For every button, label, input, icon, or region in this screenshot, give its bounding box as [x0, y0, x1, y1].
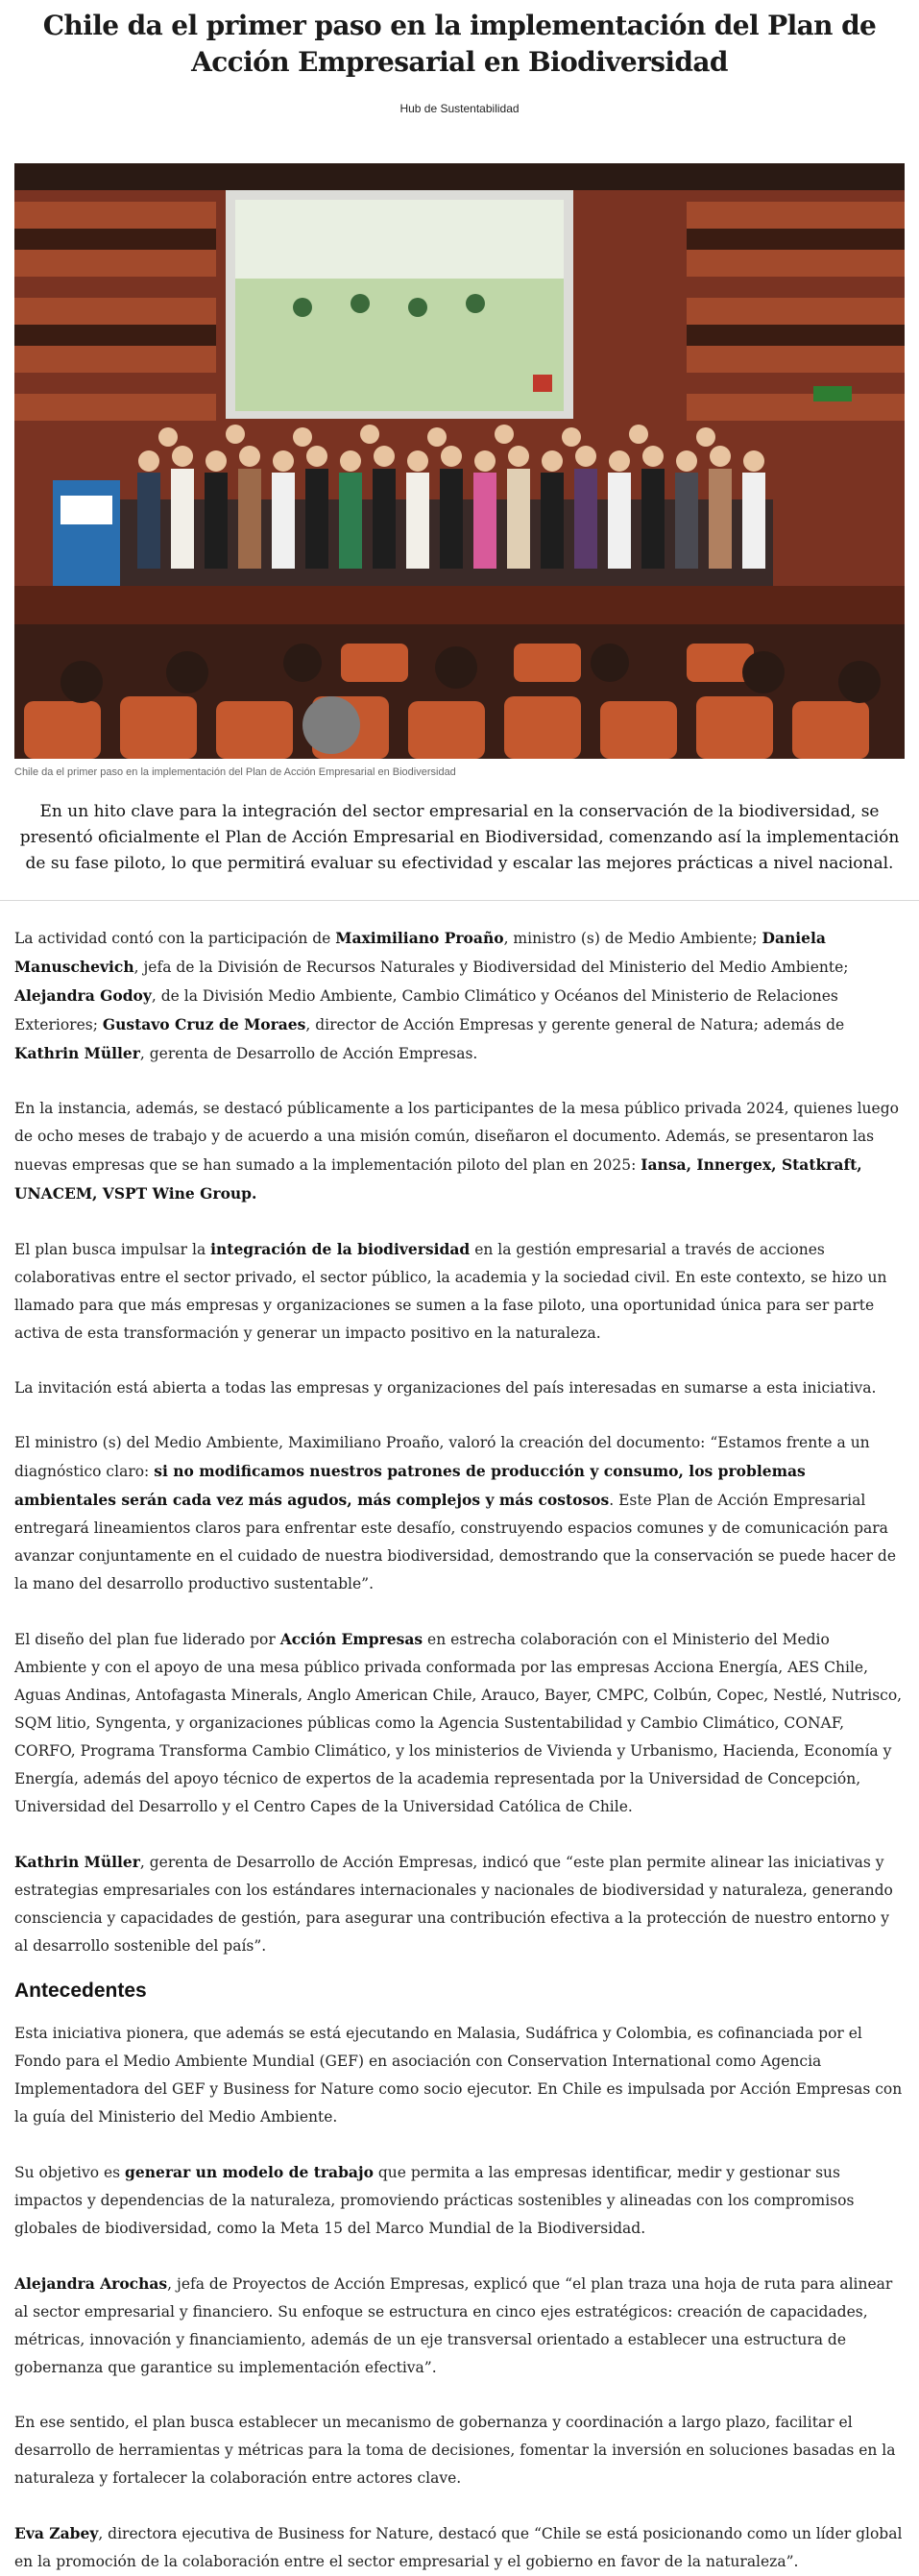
paragraph-muller-quote: Kathrin Müller, gerenta de Desarrollo de Acción Empresas, indicó que “este plan permite alinear las iniciativas y estrategias empresariales con los estándares internacionales y nacionales de biodiversidad y naturaleza, generando consciencia y capacidades de gestión, para asegurar una contribución efectiva a la protección de nuestro entorno y al desarrollo sostenible del país”.	[14, 1853, 893, 1955]
lead-paragraph: En un hito clave para la integración del sector empresarial en la conservación de la biodiversidad, se presentó oficialmente el Plan de Acción Empresarial en Biodiversidad, comenzando así la implementación de su fase piloto, lo que permitirá evaluar su efectividad y escalar las mejores prácticas a nivel nacional.	[19, 802, 900, 873]
paragraph-governance: En ese sentido, el plan busca establecer un mecanismo de gobernanza y coordinación a largo plazo, facilitar el desarrollo de herramientas y métricas para la toma de decisiones, fomentar la inversión en soluciones basadas en la naturaleza y fortalecer la colaboración entre actores clave.	[14, 2414, 896, 2487]
paragraph-plan-goal: El plan busca impulsar la integración de la biodiversidad en la gestión empresarial a través de acciones colaborativas entre el sector privado, el sector público, la academia y la sociedad civil. En este contexto, se hizo un llamado para que más empresas y organizaciones se sumen a la fase piloto, una oportunidad única para ser parte activa de esta transformación y generar un impacto positivo en la naturaleza.	[14, 1240, 887, 1342]
paragraph-participants: La actividad contó con la participación de Maximiliano Proaño, ministro (s) de Medio Ambiente; Daniela Manuschevich, jefa de la División de Recursos Naturales y Biodiversidad del Ministerio del Medio Ambiente; Alejandra Godoy, de la División Medio Ambiente, Cambio Climático y Océanos del Ministerio de Relaciones Exteriores; Gustavo Cruz de Moraes, director de Acción Empresas y gerente general de Natura; además de Kathrin Müller, gerenta de Desarrollo de Acción Empresas.	[14, 929, 849, 1062]
paragraph-initiative: Esta iniciativa pionera, que además se está ejecutando en Malasia, Sudáfrica y Colombia, es cofinanciada por el Fondo para el Medio Ambiente Mundial (GEF) en asociación con Conservation International como Agencia Implementadora del GEF y Business for Nature como socio ejecutor. En Chile es impulsada por Acción Empresas con la guía del Ministerio del Medio Ambiente.	[14, 2025, 903, 2126]
paragraph-plan-design: El diseño del plan fue liderado por Acción Empresas en estrecha colaboración con el Ministerio del Medio Ambiente y con el apoyo de una mesa público privada conformada por las empresas Acciona Energía, AES Chile, Aguas Andinas, Antofagasta Minerals, Anglo American Chile, Arauco, Bayer, CMPC, Colbún, Copec, Nestlé, Nutrisco, SQM litio, Syngenta, y organizaciones públicas como la Agencia Sustentabilidad y Cambio Climático, CONAF, CORFO, Programa Transforma Cambio Climático, y los ministerios de Vivienda y Urbanismo, Hacienda, Economía y Energía, además del apoyo técnico de expertos de la academia representada por la Universidad de Concepción, Universidad del Desarrollo y el Centro Capes de la Universidad Católica de Chile.	[14, 1630, 903, 1815]
section-heading-antecedentes: Antecedentes	[14, 1980, 147, 2002]
paragraph-invitation: La invitación está abierta a todas las empresas y organizaciones del país interesadas en sumarse a esta iniciativa.	[14, 1379, 877, 1397]
paragraph-arochas-quote: Alejandra Arochas, jefa de Proyectos de Acción Empresas, explicó que “el plan traza una hoja de ruta para alinear al sector empresarial y financiero. Su enfoque se estructura en cinco ejes estratégicos: creación de capacidades, métricas, innovación y financiamiento, además de un eje transversal orientado a establecer una estructura de gobernanza que garantice su implementación efectiva”.	[14, 2274, 893, 2376]
paragraph-objective: Su objetivo es generar un modelo de trabajo que permita a las empresas identificar, medir y gestionar sus impactos y dependencias de la naturaleza, promoviendo prácticas sostenibles y alineadas con los compromisos globales de biodiversidad, como la Meta 15 del Marco Mundial de la Biodiversidad.	[14, 2163, 855, 2237]
byline[interactable]: Hub de Sustentabilidad	[399, 102, 520, 115]
article-title: Chile da el primer paso en la implementación del Plan de Acción Empresarial en Biodiversidad	[42, 10, 877, 78]
image-caption: Chile da el primer paso en la implementación del Plan de Acción Empresarial en Biodiversidad	[14, 766, 456, 778]
paragraph-zabey-quote: Eva Zabey, directora ejecutiva de Business for Nature, destacó que “Chile se está posicionando como un líder global en la promoción de la colaboración entre el sector empresarial y el gobierno en favor de la naturaleza”.	[14, 2524, 903, 2570]
paragraph-new-companies: En la instancia, además, se destacó públicamente a los participantes de la mesa público privada 2024, quienes luego de ocho meses de trabajo y de acuerdo a una misión común, diseñaron el documento. Además, se presentaron las nuevas empresas que se han sumado a la implementación piloto del plan en 2025: Iansa, Innergex, Statkraft, UNACEM, VSPT Wine Group.	[14, 1100, 899, 1203]
article-body	[14, 924, 905, 2576]
section-divider	[0, 900, 919, 901]
group-photo-illustration	[14, 163, 905, 759]
article-photo	[14, 163, 905, 759]
paragraph-minister-quote: El ministro (s) del Medio Ambiente, Maximiliano Proaño, valoró la creación del documento: “Estamos frente a un diagnóstico claro: si no modificamos nuestros patrones de producción y consumo, los problemas ambientales serán cada vez más agudos, más complejos y más costosos. Este Plan de Acción Empresarial entregará lineamientos claros para enfrentar este desafío, construyendo espacios comunes y de comunicación para avanzar conjuntamente en el cuidado de nuestra biodiversidad, demostrando que la conservación se puede hacer de la mano del desarrollo productivo sustentable”.	[14, 1434, 897, 1592]
